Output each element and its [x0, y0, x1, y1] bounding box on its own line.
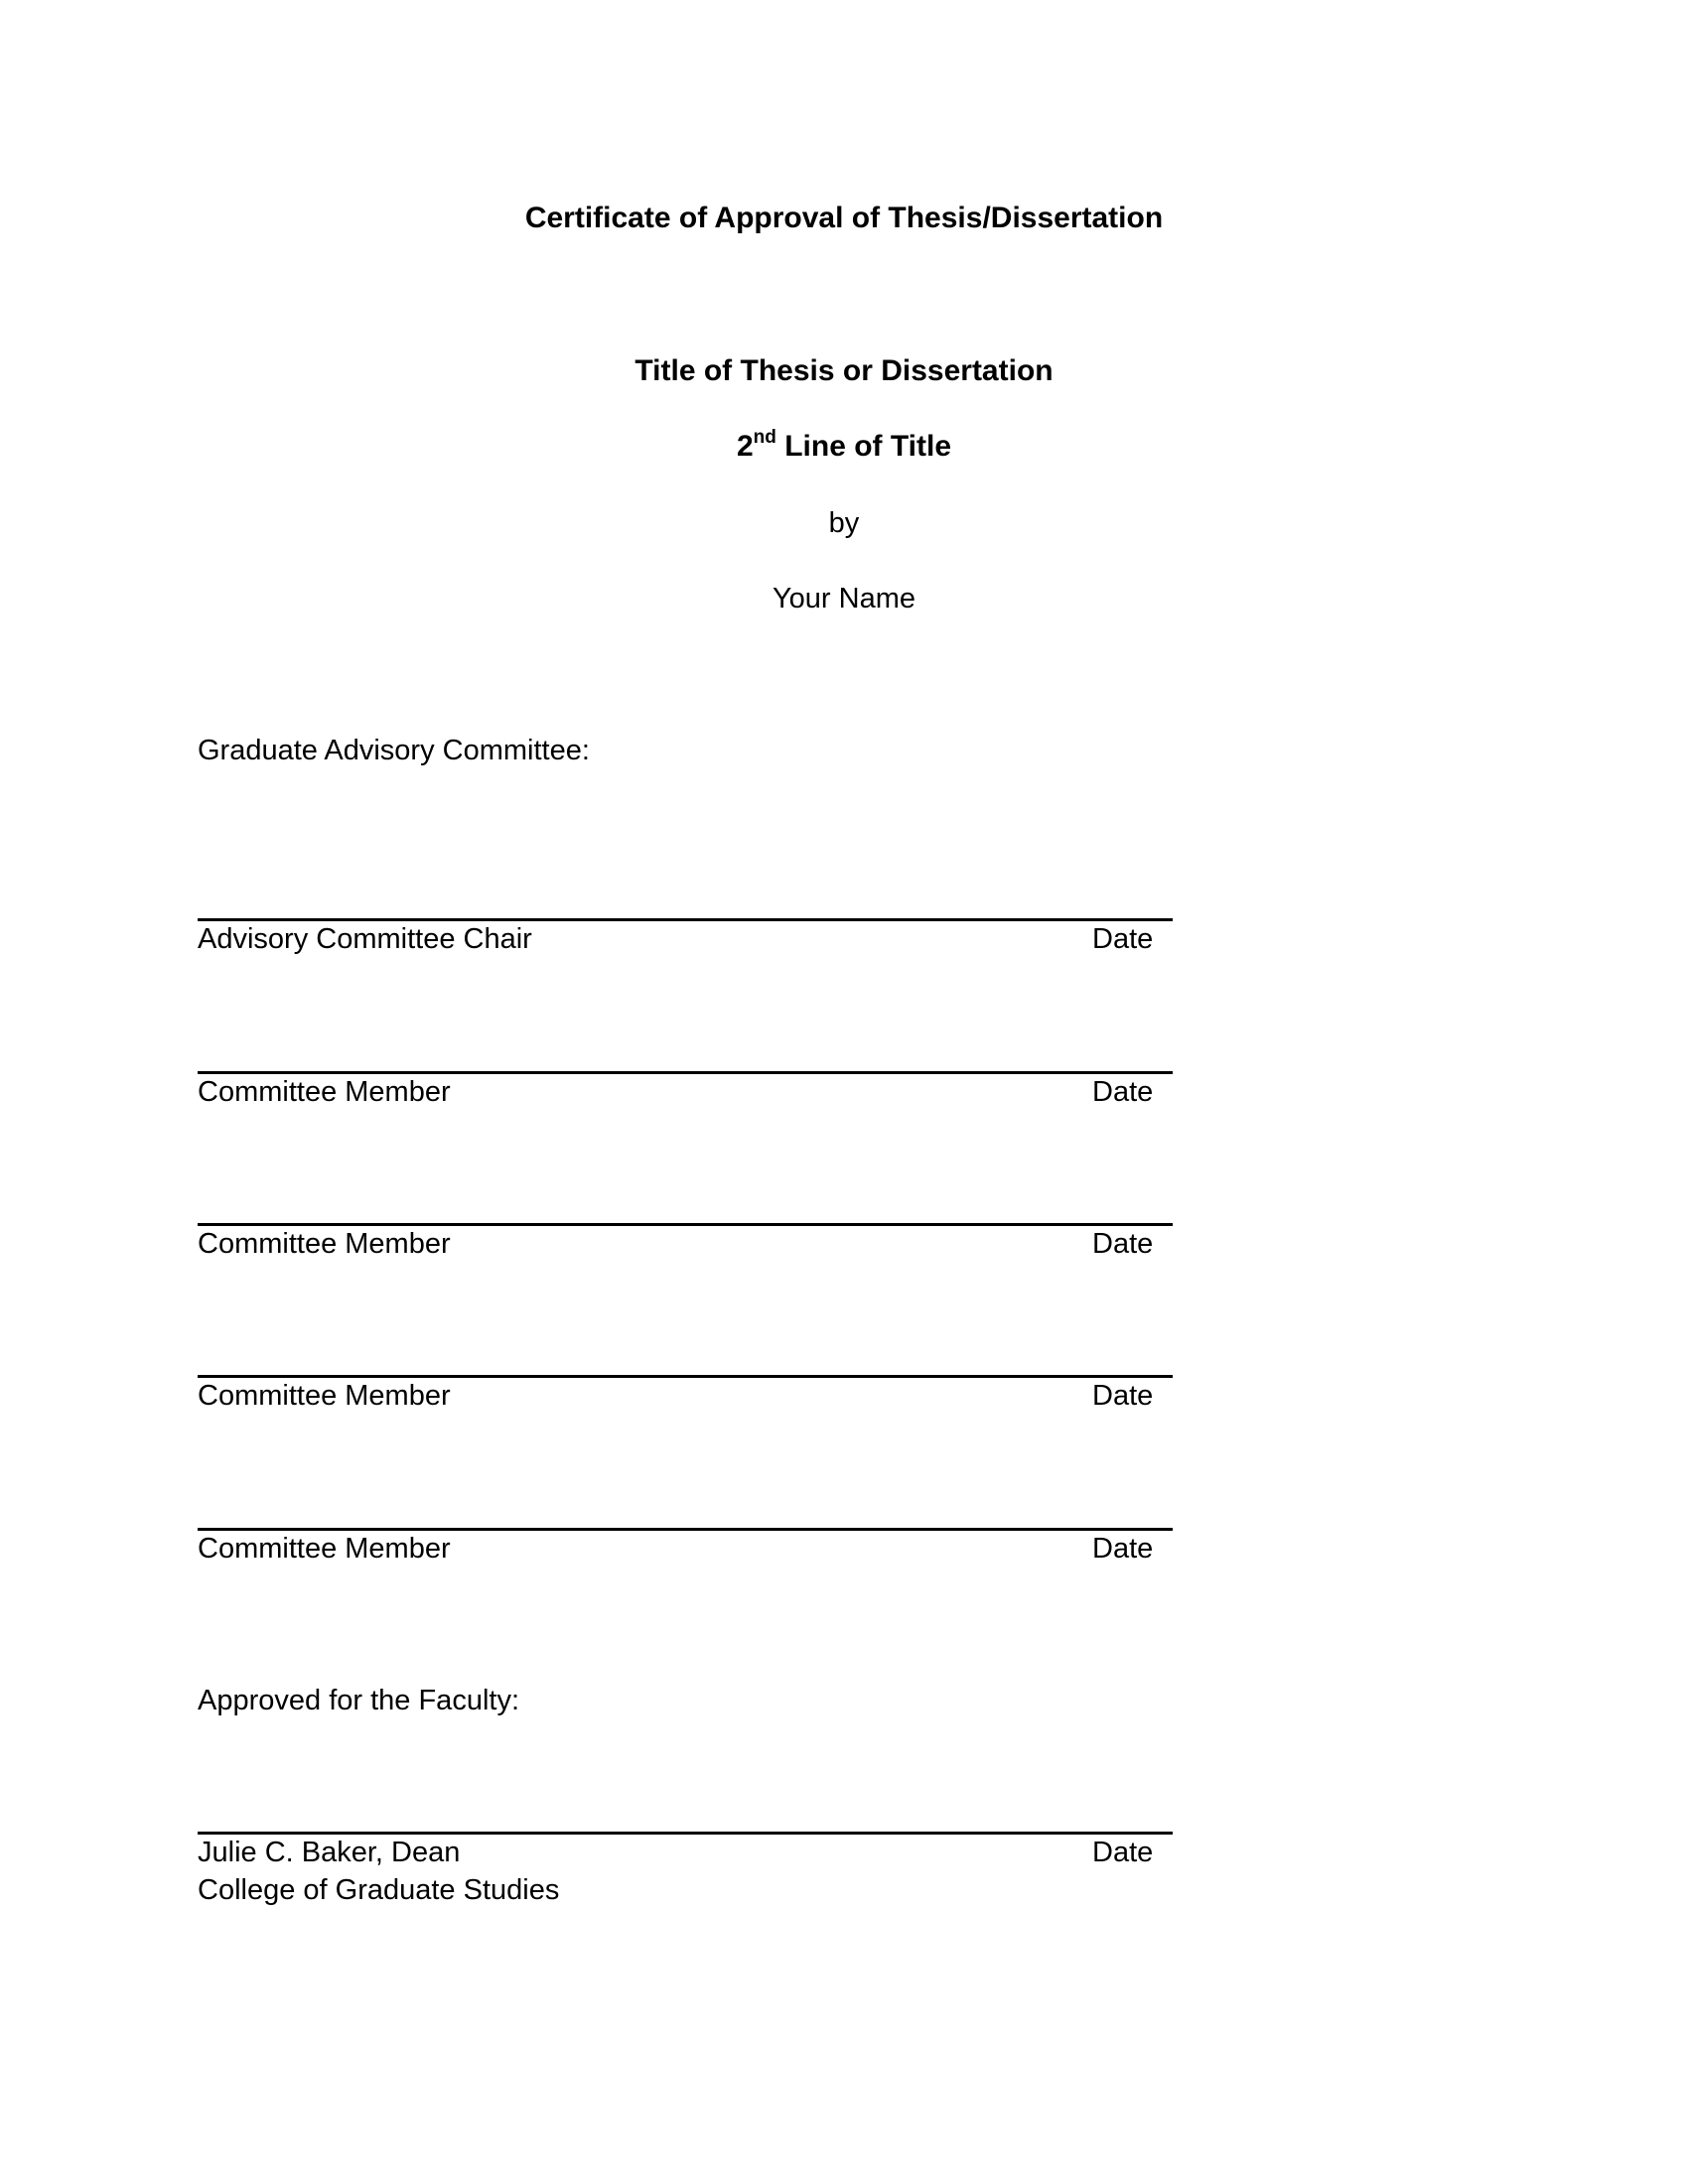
title-line-2-ordinal-suffix: nd	[753, 427, 776, 448]
author-name: Your Name	[772, 583, 915, 614]
signature-label: Advisory Committee Chair	[198, 923, 532, 955]
date-label: Date	[1092, 1076, 1154, 1108]
thesis-title-line-2	[0, 427, 1688, 464]
dean-name: Julie C. Baker, Dean	[198, 1837, 461, 1868]
signature-line	[198, 1375, 1173, 1378]
date-label: Date	[1092, 1837, 1154, 1868]
signature-label: Committee Member	[198, 1533, 451, 1565]
date-label: Date	[1092, 1380, 1154, 1412]
title-line-2-text: Line of Title	[775, 430, 952, 463]
by-label: by	[828, 507, 860, 539]
thesis-title-line-1: Title of Thesis or Dissertation	[634, 354, 1054, 387]
faculty-heading: Approved for the Faculty:	[198, 1685, 519, 1716]
committee-heading: Graduate Advisory Committee:	[198, 735, 590, 766]
title-line-2-number: 2	[736, 430, 754, 463]
date-label: Date	[1092, 923, 1154, 955]
signature-label: Committee Member	[198, 1076, 451, 1108]
signature-line	[198, 918, 1173, 921]
signature-line	[198, 1528, 1173, 1531]
signature-line	[198, 1223, 1173, 1226]
certificate-heading: Certificate of Approval of Thesis/Dissertation	[524, 202, 1164, 234]
signature-label: Committee Member	[198, 1380, 451, 1412]
date-label: Date	[1092, 1533, 1154, 1565]
signature-line	[198, 1071, 1173, 1074]
signature-label: Committee Member	[198, 1228, 451, 1260]
dean-office: College of Graduate Studies	[198, 1874, 560, 1906]
date-label: Date	[1092, 1228, 1154, 1260]
signature-line	[198, 1832, 1173, 1835]
